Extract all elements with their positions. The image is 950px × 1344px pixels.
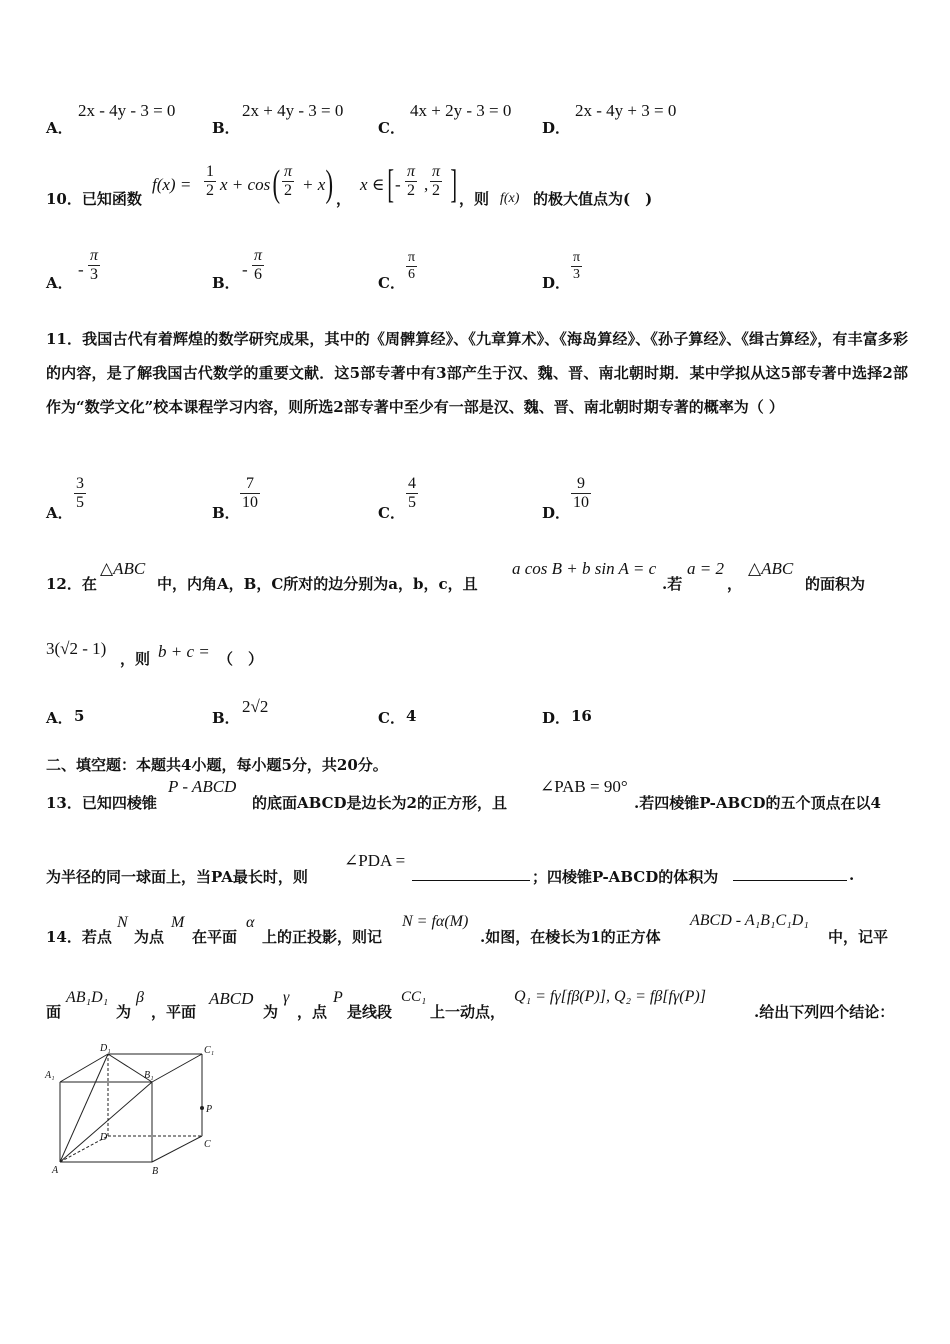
q12-option-c-label: C． xyxy=(378,709,405,727)
q14-point-p: P xyxy=(333,989,343,1006)
q10-option-a-fraction xyxy=(88,247,100,284)
label-d1: D₁ xyxy=(100,1043,111,1054)
q10-fx: f(x) xyxy=(500,191,520,206)
q10-option-c-den: 6 xyxy=(406,266,417,283)
label-p: P xyxy=(206,1104,213,1115)
q10-option-b-sign: - xyxy=(242,260,248,279)
q12-area-value: 3(√2 - 1) xyxy=(46,639,107,658)
q12-triangle: △ABC xyxy=(100,559,146,578)
q14-point-n: N xyxy=(117,914,128,931)
q10-then: ，则 xyxy=(459,190,490,208)
q10-option-a-sign: - xyxy=(78,260,84,279)
q14-text-4: .如图，在棱长为1的正方体 xyxy=(480,928,661,946)
label-b1: B₁ xyxy=(144,1070,154,1081)
q10-domain-x: x ∈ xyxy=(360,175,385,194)
q14-cube: ABCD - A₁B₁C₁D₁ xyxy=(690,912,809,929)
q10-option-d-label: D． xyxy=(542,274,571,292)
edge-a1-d1 xyxy=(60,1054,108,1082)
q11-option-a-den: 5 xyxy=(76,494,84,511)
q12-option-a-value: 5 xyxy=(74,707,85,725)
q10-domain-left-two: 2 xyxy=(405,181,417,200)
point-p-dot xyxy=(200,1106,204,1110)
edge-c1-b1 xyxy=(152,1054,202,1082)
q9-option-b-label: B． xyxy=(212,119,240,137)
label-a: A xyxy=(52,1165,59,1176)
q12-option-d-value: 16 xyxy=(571,707,592,725)
q10-option-d-num: π xyxy=(573,250,581,265)
q14-beta: β xyxy=(136,989,144,1006)
edge-c-b xyxy=(152,1136,202,1162)
q10-domain-left-fraction xyxy=(405,163,417,200)
q10-close-paren: ) xyxy=(325,163,334,205)
q12-option-d-label: D． xyxy=(542,709,571,727)
q10-option-d-fraction xyxy=(571,250,582,283)
q14-text-12: 上一动点， xyxy=(430,1003,506,1021)
q14-text-8: ，平面 xyxy=(151,1003,197,1021)
q10-option-b-den: 6 xyxy=(252,265,264,284)
q10-domain-sep: , xyxy=(424,175,429,194)
q11-option-d-num: 9 xyxy=(577,475,585,492)
q12-ask-expr: b + c = xyxy=(158,642,210,661)
q14-q-definitions: Q₁ = fγ[fβ(P)], Q₂ = fβ[fγ(P)] xyxy=(514,988,706,1005)
q10-func-lhs: f(x) = xyxy=(152,175,192,194)
q14-gamma: γ xyxy=(283,989,290,1006)
q10-open-bracket: [ xyxy=(387,161,394,206)
q10-domain-left-pi: π xyxy=(407,163,416,180)
q14-number: 14．若点 xyxy=(46,928,112,946)
q10-x-plus-cos: x + cos xyxy=(220,175,271,194)
q12-mid-text: 中，内角A，B，C所对的边分别为a，b，c，且 xyxy=(157,575,478,593)
q10-ask: 的极大值点为( ) xyxy=(533,190,653,208)
q10-pi: π xyxy=(284,163,293,180)
q11-option-b-num: 7 xyxy=(246,475,254,492)
q14-projection: N = fα(M) xyxy=(402,913,469,930)
label-a1: A₁ xyxy=(45,1070,55,1081)
q10-option-b-num: π xyxy=(254,247,263,264)
q9-option-a-label: A． xyxy=(46,119,73,137)
q12-paren: （ ） xyxy=(218,650,264,668)
q13-answer-blank-1[interactable] xyxy=(412,864,530,881)
q10-option-b-label: B． xyxy=(212,274,240,292)
q14-text-6: 面 xyxy=(46,1003,62,1021)
q12-option-b-label: B． xyxy=(212,709,240,727)
q12-option-b-value: 2√2 xyxy=(242,697,269,716)
label-c: C xyxy=(204,1139,211,1150)
q10-option-b-fraction xyxy=(252,247,264,284)
q9-option-d-expr: 2x - 4y + 3 = 0 xyxy=(575,101,677,120)
q14-text-11: 是线段 xyxy=(347,1003,393,1021)
cube-figure xyxy=(40,1040,230,1180)
q13-pyramid: P - ABCD xyxy=(168,777,237,796)
label-d: D xyxy=(100,1132,108,1143)
q12-option-a-label: A． xyxy=(46,709,73,727)
q14-text-2: 在平面 xyxy=(192,928,238,946)
q11-option-b-fraction xyxy=(240,475,260,512)
q10-pi-over-2-fraction xyxy=(282,163,294,200)
q12-a-equals: a = 2 xyxy=(687,559,724,578)
q14-text-10: ，点 xyxy=(297,1003,328,1021)
section-heading: 二、填空题：本题共4小题，每小题5分，共20分。 xyxy=(46,756,388,774)
q12-ruo: .若 xyxy=(662,575,683,593)
q13-text-4: ；四棱锥P-ABCD的体积为 xyxy=(532,868,719,886)
label-b: B xyxy=(152,1166,159,1177)
q10-option-a-num: π xyxy=(90,247,99,264)
diagonal-a-d1 xyxy=(60,1054,108,1162)
q11-option-a-fraction xyxy=(74,475,86,512)
q9-option-d-label: D． xyxy=(542,119,571,137)
q10-half-den: 2 xyxy=(206,182,214,199)
q13-text-2: .若四棱锥P-ABCD的五个顶点在以4 xyxy=(634,794,881,812)
q9-option-a-expr: 2x - 4y - 3 = 0 xyxy=(78,101,176,120)
q10-domain-right-two: 2 xyxy=(430,181,442,200)
q10-option-c-label: C． xyxy=(378,274,405,292)
q10-close-bracket: ] xyxy=(450,161,457,206)
q11-option-c-num: 4 xyxy=(408,475,416,492)
q11-option-a-label: A． xyxy=(46,504,73,522)
q10-comma: ， xyxy=(336,190,352,208)
q11-option-d-fraction xyxy=(571,475,591,512)
q12-then: ，则 xyxy=(120,650,151,668)
q10-plus-x: + x xyxy=(302,175,326,194)
q10-domain-right-fraction xyxy=(430,163,442,200)
q14-text-7: 为 xyxy=(116,1003,132,1021)
q13-text-5: . xyxy=(849,866,855,884)
q10-open-paren: ( xyxy=(272,163,281,205)
q10-option-d-den: 3 xyxy=(571,266,582,283)
q13-number: 13．已知四棱锥 xyxy=(46,794,157,812)
q14-plane-2: ABCD xyxy=(209,989,254,1008)
q13-text-3: 为半径的同一球面上，当PA最长时，则 xyxy=(46,868,308,886)
q14-text-5: 中，记平 xyxy=(828,928,889,946)
q12-option-c-value: 4 xyxy=(406,707,417,725)
q13-text-1: 的底面ABCD是边长为2的正方形，且 xyxy=(252,794,507,812)
q14-point-m: M xyxy=(171,914,185,931)
q10-two: 2 xyxy=(282,181,294,200)
q12-condition: a cos B + b sin A = c xyxy=(512,559,657,578)
q11-option-c-den: 5 xyxy=(408,494,416,511)
q14-plane-1: AB₁D₁ xyxy=(66,989,109,1006)
q10-number: 10．已知函数 xyxy=(46,190,142,208)
q13-answer-blank-2[interactable] xyxy=(733,864,847,881)
q12-comma: ， xyxy=(727,575,743,593)
q13-angle-2: ∠PDA = xyxy=(344,851,406,870)
q14-text-3: 上的正投影，则记 xyxy=(262,928,383,946)
q11-option-c-label: C． xyxy=(378,504,405,522)
q11-option-d-label: D． xyxy=(542,504,571,522)
q11-option-a-num: 3 xyxy=(76,475,84,492)
q10-option-c-fraction xyxy=(406,250,417,283)
q11-option-b-label: B． xyxy=(212,504,240,522)
q12-triangle-2: △ABC xyxy=(748,559,794,578)
q9-option-c-label: C． xyxy=(378,119,405,137)
q12-number: 12．在 xyxy=(46,575,97,593)
q11-option-b-den: 10 xyxy=(242,494,258,511)
q14-text-13: .给出下列四个结论： xyxy=(754,1003,895,1021)
q14-alpha: α xyxy=(246,914,255,931)
q10-option-a-den: 3 xyxy=(88,265,100,284)
diagonal-a-b1 xyxy=(60,1082,152,1162)
q13-angle: ∠PAB = 90° xyxy=(540,777,628,796)
q14-text-1: 为点 xyxy=(134,928,165,946)
q10-domain-right-pi: π xyxy=(432,163,441,180)
q10-option-c-num: π xyxy=(408,250,416,265)
q11-option-c-fraction xyxy=(406,475,418,512)
q9-option-c-expr: 4x + 2y - 3 = 0 xyxy=(410,101,512,120)
q11-option-d-den: 10 xyxy=(573,494,589,511)
label-c1: C₁ xyxy=(204,1045,215,1056)
q11-text: 11．我国古代有着辉煌的数学研究成果，其中的《周髀算经》、《九章算术》、《海岛算经》、《孙子算经》、《缉古算经》，有丰富多彩的内容，是了解我国古代数学的重要文献．这5部专著中有3部产生于汉、魏、晋、南北朝时期．某中学拟从这5部专著中选择2部作为“数学文化”校本课程学习内容，则所选2部专著中至少有一部是汉、魏、晋、南北朝时期专著的概率为（ ） xyxy=(46,330,908,416)
q10-option-a-label: A． xyxy=(46,274,73,292)
q14-segment: CC₁ xyxy=(401,989,427,1005)
q12-area-text: 的面积为 xyxy=(805,575,866,593)
q9-option-b-expr: 2x + 4y - 3 = 0 xyxy=(242,101,344,120)
q10-half-fraction xyxy=(204,163,216,200)
q14-text-9: 为 xyxy=(263,1003,279,1021)
q10-domain-minus: - xyxy=(395,175,401,194)
q10-half-num: 1 xyxy=(206,163,214,180)
